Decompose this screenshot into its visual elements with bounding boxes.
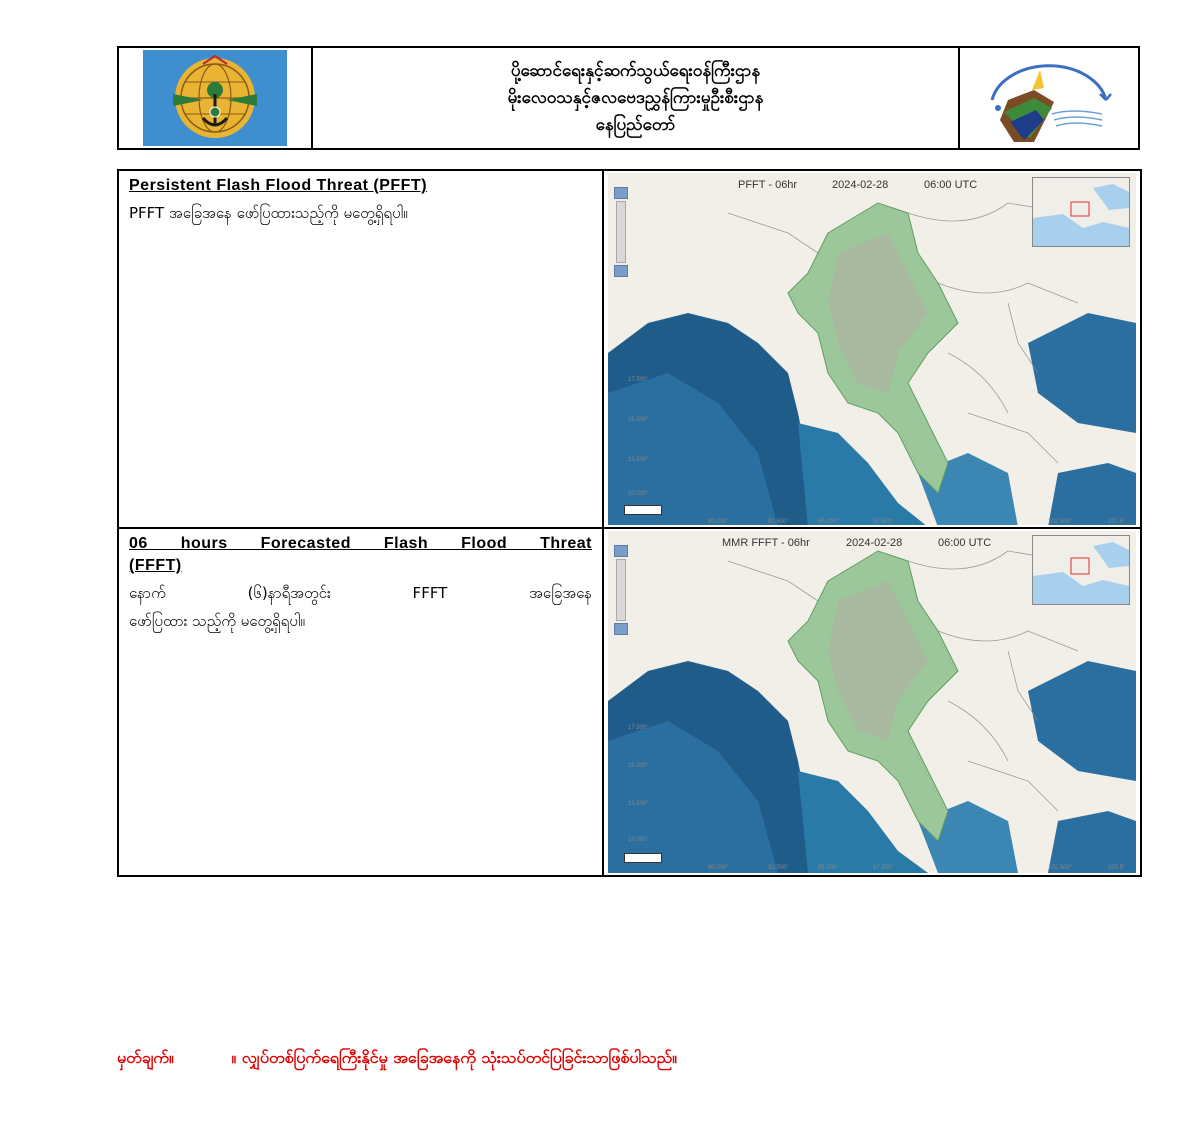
zoom-out-button[interactable] — [614, 265, 628, 277]
ministry-name: ပို့ဆောင်ရေးနှင့်ဆက်သွယ်ရေးဝန်ကြီးဌာန — [510, 60, 761, 81]
pfft-map-cell — [604, 171, 1140, 527]
svg-text:102.500°: 102.500° — [1048, 865, 1073, 871]
pfft-text-cell — [119, 171, 604, 527]
svg-text:17.500°: 17.500° — [628, 377, 649, 383]
pfft-row — [119, 171, 1140, 529]
ffft-map-date: 2024-02-28 — [846, 537, 903, 549]
zoom-slider[interactable] — [616, 559, 626, 621]
zoom-slider[interactable] — [616, 201, 626, 263]
pfft-map — [608, 173, 1136, 525]
ffft-row — [119, 529, 1140, 875]
svg-text:102.500°: 102.500° — [1048, 519, 1073, 525]
svg-text:107.5°: 107.5° — [1108, 865, 1126, 871]
svg-text:90.000°: 90.000° — [708, 865, 729, 871]
footer-note — [117, 1047, 677, 1071]
ffft-overview-map[interactable] — [1032, 535, 1130, 605]
ffft-title-line1: 06 hours Forecasted Flash Flood Threat — [129, 535, 592, 552]
svg-text:15.000°: 15.000° — [628, 417, 649, 423]
svg-text:95.000°: 95.000° — [818, 865, 839, 871]
ffft-text-cell — [119, 529, 604, 875]
footer-text: ။ လျှပ်တစ်ပြက်ရေကြီးနိုင်မှု အခြေအနေကို သုံးသပ်တင်ပြခြင်းသာဖြစ်ပါသည်။ — [231, 1048, 678, 1067]
ffft-zoom-control[interactable] — [614, 545, 628, 637]
zoom-in-button[interactable] — [614, 187, 628, 199]
pfft-map-label: PFFT - 06hr — [738, 179, 798, 191]
ffft-description-line2: ဖော်ပြထား သည့်ကို မတွေ့ရှိရပါ။ — [129, 612, 305, 630]
ministry-emblem-icon — [143, 50, 287, 146]
pfft-scale-bar — [624, 505, 662, 515]
svg-text:10.000°: 10.000° — [628, 837, 649, 843]
svg-text:97.500°: 97.500° — [873, 865, 894, 871]
header-title-block — [313, 48, 958, 148]
document-header — [117, 46, 1140, 150]
pfft-title: Persistent Flash Flood Threat (PFFT) — [129, 177, 428, 194]
svg-text:15.000°: 15.000° — [628, 763, 649, 769]
ffft-map-time: 06:00 UTC — [938, 537, 992, 549]
svg-text:10.000°: 10.000° — [628, 491, 649, 497]
threat-table — [117, 169, 1142, 877]
svg-text:107.5°: 107.5° — [1108, 519, 1126, 525]
ffft-map-cell — [604, 529, 1140, 875]
svg-text:95.000°: 95.000° — [818, 519, 839, 525]
svg-text:92.500°: 92.500° — [768, 519, 789, 525]
water-cycle-logo-icon — [974, 50, 1124, 146]
svg-text:90.000°: 90.000° — [708, 519, 729, 525]
svg-text:12.500°: 12.500° — [628, 457, 649, 463]
ffft-description-line1: နောက် (၆)နာရီအတွင်း FFFT အခြေအနေ — [129, 584, 592, 602]
city-name: နေပြည်တော် — [595, 114, 676, 135]
svg-text:92.500°: 92.500° — [768, 865, 789, 871]
ministry-logo-cell — [119, 48, 313, 148]
hydrology-logo-cell — [958, 48, 1138, 148]
pfft-description: PFFT အခြေအနေ ဖော်ပြထားသည့်ကို မတွေ့ရှိရပါ။ — [129, 204, 408, 222]
ffft-map-label: MMR FFFT - 06hr — [722, 537, 810, 549]
pfft-zoom-control[interactable] — [614, 187, 628, 279]
svg-text:12.500°: 12.500° — [628, 801, 649, 807]
svg-text:97.500°: 97.500° — [873, 519, 894, 525]
pfft-map-date: 2024-02-28 — [832, 179, 889, 191]
department-name: မိုးလေဝသနှင့်ဇလဗေဒညွှန်ကြားမှုဦးစီးဌာန — [507, 87, 764, 108]
ffft-map — [608, 531, 1136, 873]
ffft-scale-bar — [624, 853, 662, 863]
footer-label: မှတ်ချက်။ — [117, 1048, 174, 1067]
pfft-overview-map[interactable] — [1032, 177, 1130, 247]
svg-text:17.500°: 17.500° — [628, 725, 649, 731]
zoom-in-button[interactable] — [614, 545, 628, 557]
zoom-out-button[interactable] — [614, 623, 628, 635]
ffft-title-line2: (FFFT) — [129, 557, 182, 574]
pfft-map-time: 06:00 UTC — [924, 179, 978, 191]
